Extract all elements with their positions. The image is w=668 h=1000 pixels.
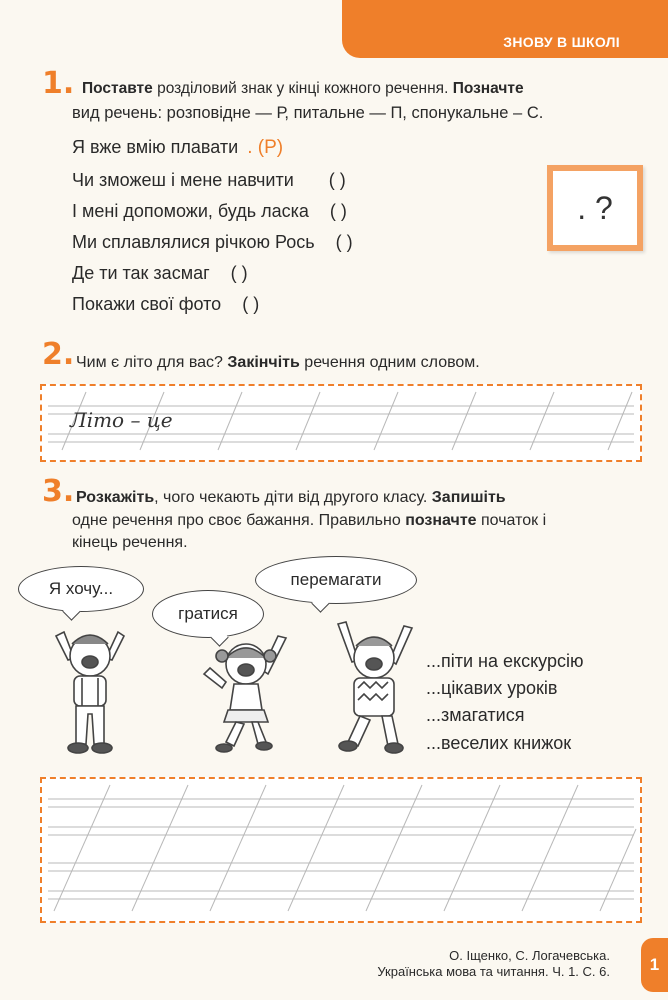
task-3-instruction-line2 [72,510,546,532]
sentence-mark[interactable]: ( ) [335,232,353,252]
task-2-instruction [76,352,480,374]
instr-text: речення одним словом. [299,354,480,371]
task-1-number: 1. [42,66,75,101]
sentence-text: Де ти так засмаг [72,263,210,283]
speech-bubble-3: перемагати [255,556,417,604]
sentence-2 [72,170,346,191]
sentence-text: І мені допоможи, будь ласка [72,201,309,221]
boy-sweater-illustration [330,618,420,756]
option-1: ...піти на екскурсію [426,651,584,671]
footer-book: Українська мова та читання. Ч. 1. С. 6. [377,964,610,979]
girl-illustration [196,628,296,758]
instr-text: , чого чекають діти від другого класу. [154,489,432,506]
sentence-5 [72,263,248,284]
sentence-mark[interactable]: ( ) [329,201,347,221]
task-3-number: 3. [42,474,75,509]
instr-text: одне речення про своє бажання. Правильно [72,512,406,529]
instr-text-1: розділовий знак у кінці кожного речення. [152,80,453,97]
instr-bold: позначте [405,512,477,529]
task-2-number: 2. [42,337,75,372]
speech-bubble-1: Я хочу... [18,566,144,612]
sentence-3 [72,201,347,222]
instr-text: Чим є літо для вас? [76,354,228,371]
handwriting-lines-task-3 [40,777,642,923]
sentence-text: Я вже вмію плавати [72,137,239,157]
task-3-instruction-line3: кінець речення. [72,534,188,551]
sentence-mark[interactable]: . (Р) [247,137,284,158]
option-2: ...цікавих уроків [426,678,558,698]
punctuation-card: . ? [547,165,643,251]
task-1-instruction [82,78,642,100]
sentence-text: Покажи свої фото [72,294,222,314]
boy-illustration [46,618,136,758]
footer-authors: О. Іщенко, С. Логачевська. [449,948,610,963]
page-number: 1 [641,938,668,992]
sentence-mark[interactable]: ( ) [328,170,346,190]
speech-bubble-2: гратися [152,590,264,638]
sentence-4 [72,232,353,253]
option-3: ...змагатися [426,705,525,725]
instr-text: початок і [476,512,547,529]
section-title: ЗНОВУ В ШКОЛІ [503,34,620,50]
sentence-6 [72,294,259,315]
sentence-mark[interactable]: ( ) [230,263,248,283]
instr-bold: Запишіть [431,489,506,506]
option-4: ...веселих книжок [426,733,572,753]
instr-bold-1: Поставте [82,80,153,97]
task-1-instruction-line2: вид речень: розповідне — Р, питальне — П, спонукальне – С. [72,104,544,122]
task-3-instruction [76,487,506,509]
sentence-mark[interactable]: ( ) [242,294,260,314]
instr-bold-2: Позначте [452,80,524,97]
instr-bold: Розкажіть [76,489,155,506]
sentence-text: Чи зможеш і мене навчити [72,170,294,190]
handwritten-start: Літо – це [70,408,173,432]
sentence-1 [72,137,283,159]
instr-bold: Закінчіть [227,354,300,371]
sentence-text: Ми сплавлялися річкою Рось [72,232,315,252]
